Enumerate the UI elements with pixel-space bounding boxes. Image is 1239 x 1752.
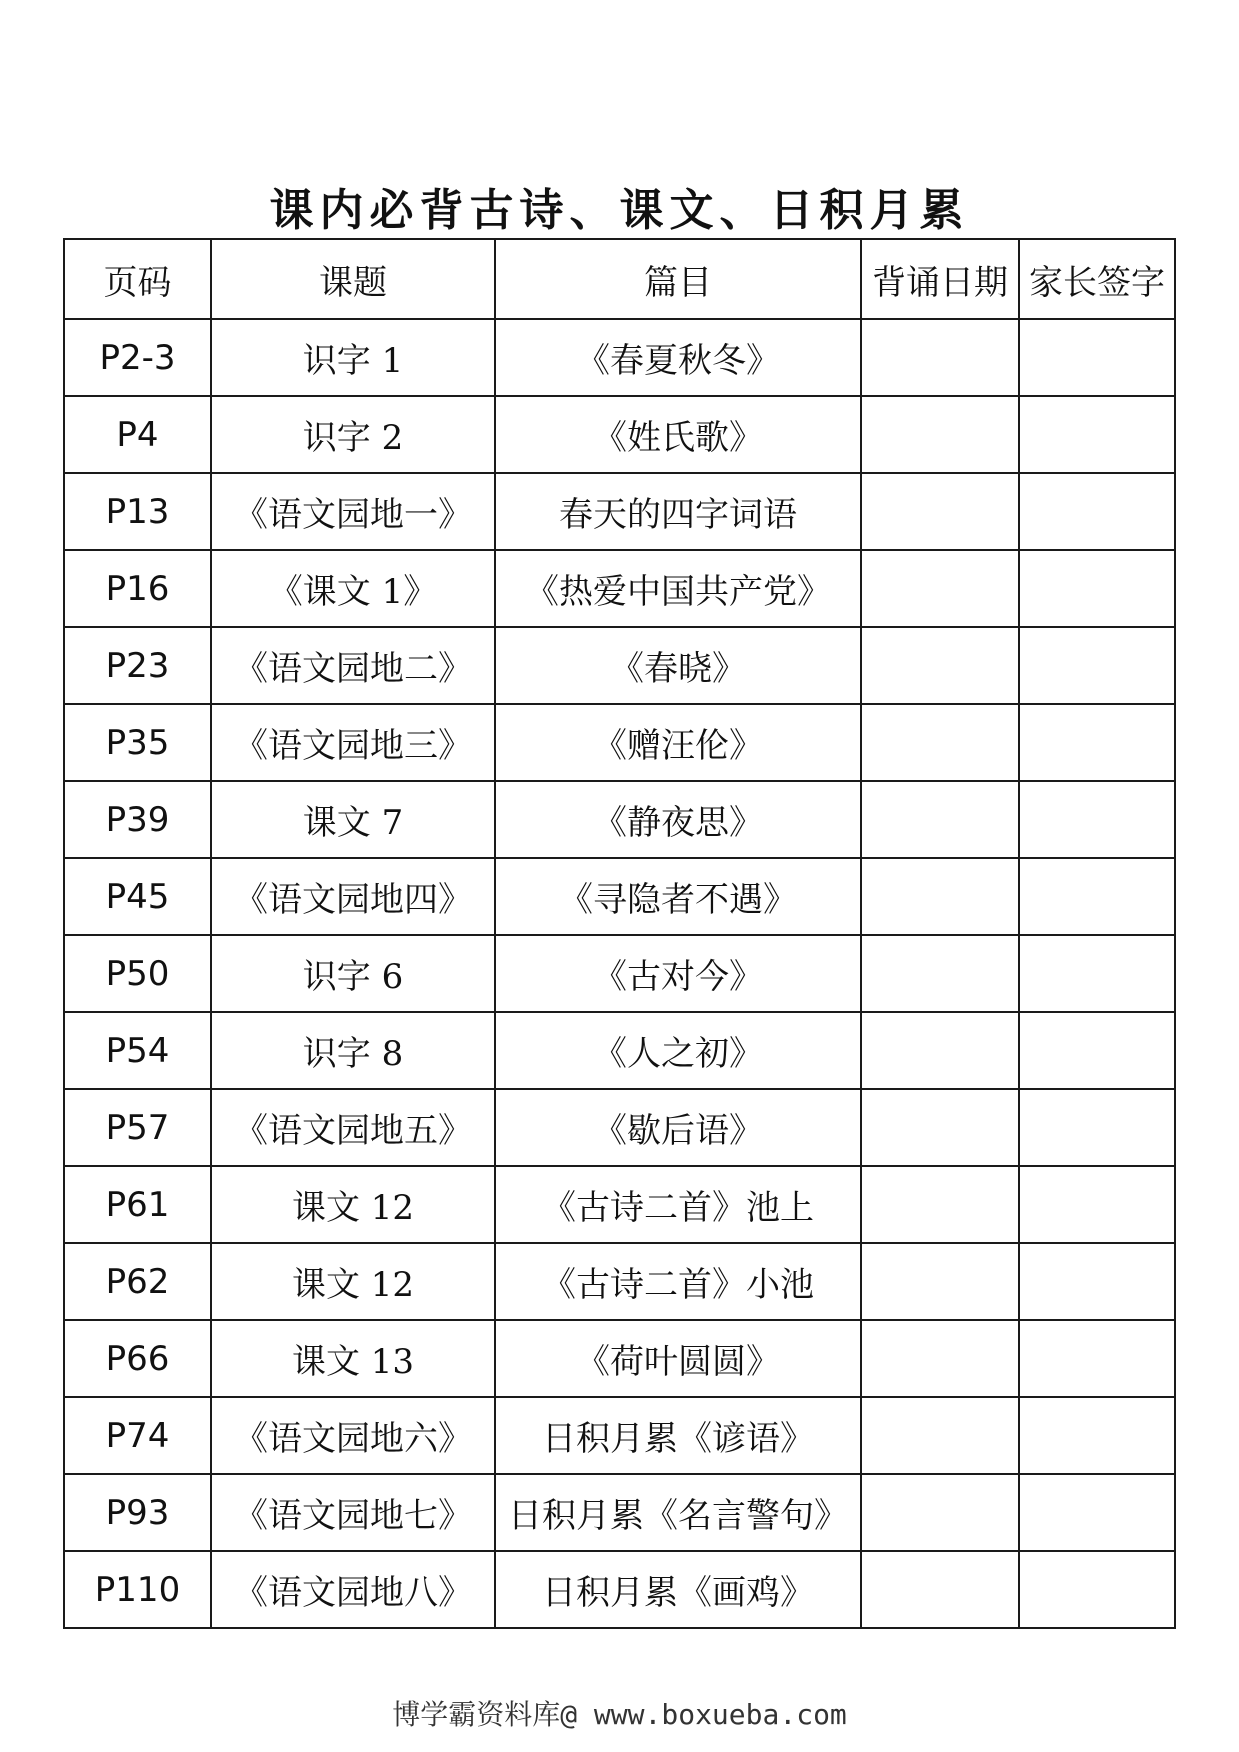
recite-date-cell[interactable] bbox=[861, 704, 1019, 781]
parent-signature-cell[interactable] bbox=[1019, 1166, 1175, 1243]
recite-date-cell[interactable] bbox=[861, 935, 1019, 1012]
lesson-cell: 课文 12 bbox=[211, 1166, 495, 1243]
piece-cell: 《赠汪伦》 bbox=[495, 704, 861, 781]
piece-cell: 日积月累《谚语》 bbox=[495, 1397, 861, 1474]
piece-cell: 《春夏秋冬》 bbox=[495, 319, 861, 396]
recitation-table bbox=[63, 238, 1176, 1629]
parent-signature-cell[interactable] bbox=[1019, 1243, 1175, 1320]
lesson-cell: 课文 7 bbox=[211, 781, 495, 858]
table-row bbox=[64, 1397, 1175, 1474]
table-row bbox=[64, 396, 1175, 473]
parent-signature-cell[interactable] bbox=[1019, 1012, 1175, 1089]
recite-date-cell[interactable] bbox=[861, 1243, 1019, 1320]
lesson-cell: 《课文 1》 bbox=[211, 550, 495, 627]
piece-cell: 《寻隐者不遇》 bbox=[495, 858, 861, 935]
recite-date-cell[interactable] bbox=[861, 1551, 1019, 1628]
page-cell: P62 bbox=[64, 1243, 211, 1320]
parent-signature-cell[interactable] bbox=[1019, 781, 1175, 858]
piece-cell: 《人之初》 bbox=[495, 1012, 861, 1089]
table-row bbox=[64, 781, 1175, 858]
piece-cell: 《古对今》 bbox=[495, 935, 861, 1012]
table-row bbox=[64, 704, 1175, 781]
lesson-cell: 课文 13 bbox=[211, 1320, 495, 1397]
lesson-cell: 识字 2 bbox=[211, 396, 495, 473]
recite-date-cell[interactable] bbox=[861, 1166, 1019, 1243]
table-row bbox=[64, 1012, 1175, 1089]
parent-signature-cell[interactable] bbox=[1019, 627, 1175, 704]
lesson-cell: 《语文园地八》 bbox=[211, 1551, 495, 1628]
page-cell: P35 bbox=[64, 704, 211, 781]
parent-signature-cell[interactable] bbox=[1019, 1551, 1175, 1628]
table-row bbox=[64, 1089, 1175, 1166]
page-title: 课内必背古诗、课文、日积月累 bbox=[269, 185, 970, 236]
page-cell: P39 bbox=[64, 781, 211, 858]
lesson-cell: 《语文园地五》 bbox=[211, 1089, 495, 1166]
parent-signature-cell[interactable] bbox=[1019, 935, 1175, 1012]
header-piece: 篇目 bbox=[495, 239, 861, 319]
table-row bbox=[64, 319, 1175, 396]
table-row bbox=[64, 627, 1175, 704]
recite-date-cell[interactable] bbox=[861, 1397, 1019, 1474]
parent-signature-cell[interactable] bbox=[1019, 704, 1175, 781]
lesson-cell: 《语文园地一》 bbox=[211, 473, 495, 550]
lesson-cell: 《语文园地六》 bbox=[211, 1397, 495, 1474]
page-cell: P61 bbox=[64, 1166, 211, 1243]
parent-signature-cell[interactable] bbox=[1019, 1089, 1175, 1166]
parent-signature-cell[interactable] bbox=[1019, 473, 1175, 550]
page-cell: P74 bbox=[64, 1397, 211, 1474]
lesson-cell: 识字 1 bbox=[211, 319, 495, 396]
piece-cell: 《春晓》 bbox=[495, 627, 861, 704]
recite-date-cell[interactable] bbox=[861, 1320, 1019, 1397]
header-recite-date: 背诵日期 bbox=[861, 239, 1019, 319]
page-cell: P66 bbox=[64, 1320, 211, 1397]
parent-signature-cell[interactable] bbox=[1019, 319, 1175, 396]
recite-date-cell[interactable] bbox=[861, 1089, 1019, 1166]
page-cell: P50 bbox=[64, 935, 211, 1012]
parent-signature-cell[interactable] bbox=[1019, 1474, 1175, 1551]
recite-date-cell[interactable] bbox=[861, 781, 1019, 858]
page-cell: P110 bbox=[64, 1551, 211, 1628]
recite-date-cell[interactable] bbox=[861, 550, 1019, 627]
piece-cell: 《歇后语》 bbox=[495, 1089, 861, 1166]
piece-cell: 《静夜思》 bbox=[495, 781, 861, 858]
table-row bbox=[64, 935, 1175, 1012]
table-body bbox=[64, 319, 1175, 1628]
page-cell: P2-3 bbox=[64, 319, 211, 396]
piece-cell: 日积月累《名言警句》 bbox=[495, 1474, 861, 1551]
page-cell: P93 bbox=[64, 1474, 211, 1551]
recite-date-cell[interactable] bbox=[861, 858, 1019, 935]
lesson-cell: 《语文园地三》 bbox=[211, 704, 495, 781]
recite-date-cell[interactable] bbox=[861, 1012, 1019, 1089]
parent-signature-cell[interactable] bbox=[1019, 1397, 1175, 1474]
piece-cell: 春天的四字词语 bbox=[495, 473, 861, 550]
page-cell: P16 bbox=[64, 550, 211, 627]
lesson-cell: 《语文园地四》 bbox=[211, 858, 495, 935]
header-parent-signature: 家长签字 bbox=[1019, 239, 1175, 319]
recite-date-cell[interactable] bbox=[861, 627, 1019, 704]
table-row bbox=[64, 550, 1175, 627]
parent-signature-cell[interactable] bbox=[1019, 396, 1175, 473]
footer-watermark: 博学霸资料库@ www.boxueba.com bbox=[392, 1698, 847, 1731]
table-row bbox=[64, 858, 1175, 935]
parent-signature-cell[interactable] bbox=[1019, 858, 1175, 935]
recite-date-cell[interactable] bbox=[861, 1474, 1019, 1551]
header-lesson: 课题 bbox=[211, 239, 495, 319]
recite-date-cell[interactable] bbox=[861, 319, 1019, 396]
parent-signature-cell[interactable] bbox=[1019, 550, 1175, 627]
piece-cell: 《热爱中国共产党》 bbox=[495, 550, 861, 627]
parent-signature-cell[interactable] bbox=[1019, 1320, 1175, 1397]
page-cell: P45 bbox=[64, 858, 211, 935]
piece-cell: 日积月累《画鸡》 bbox=[495, 1551, 861, 1628]
page-cell: P57 bbox=[64, 1089, 211, 1166]
lesson-cell: 识字 8 bbox=[211, 1012, 495, 1089]
lesson-cell: 识字 6 bbox=[211, 935, 495, 1012]
table-row bbox=[64, 1320, 1175, 1397]
table-row bbox=[64, 1474, 1175, 1551]
page-cell: P54 bbox=[64, 1012, 211, 1089]
lesson-cell: 《语文园地七》 bbox=[211, 1474, 495, 1551]
piece-cell: 《古诗二首》池上 bbox=[495, 1166, 861, 1243]
table-row bbox=[64, 1166, 1175, 1243]
piece-cell: 《古诗二首》小池 bbox=[495, 1243, 861, 1320]
page-cell: P23 bbox=[64, 627, 211, 704]
page-cell: P13 bbox=[64, 473, 211, 550]
table-header-row bbox=[64, 239, 1175, 319]
table-row bbox=[64, 1551, 1175, 1628]
lesson-cell: 课文 12 bbox=[211, 1243, 495, 1320]
lesson-cell: 《语文园地二》 bbox=[211, 627, 495, 704]
header-page: 页码 bbox=[64, 239, 211, 319]
page-cell: P4 bbox=[64, 396, 211, 473]
piece-cell: 《姓氏歌》 bbox=[495, 396, 861, 473]
table-row bbox=[64, 1243, 1175, 1320]
recite-date-cell[interactable] bbox=[861, 396, 1019, 473]
piece-cell: 《荷叶圆圆》 bbox=[495, 1320, 861, 1397]
table-row bbox=[64, 473, 1175, 550]
recite-date-cell[interactable] bbox=[861, 473, 1019, 550]
